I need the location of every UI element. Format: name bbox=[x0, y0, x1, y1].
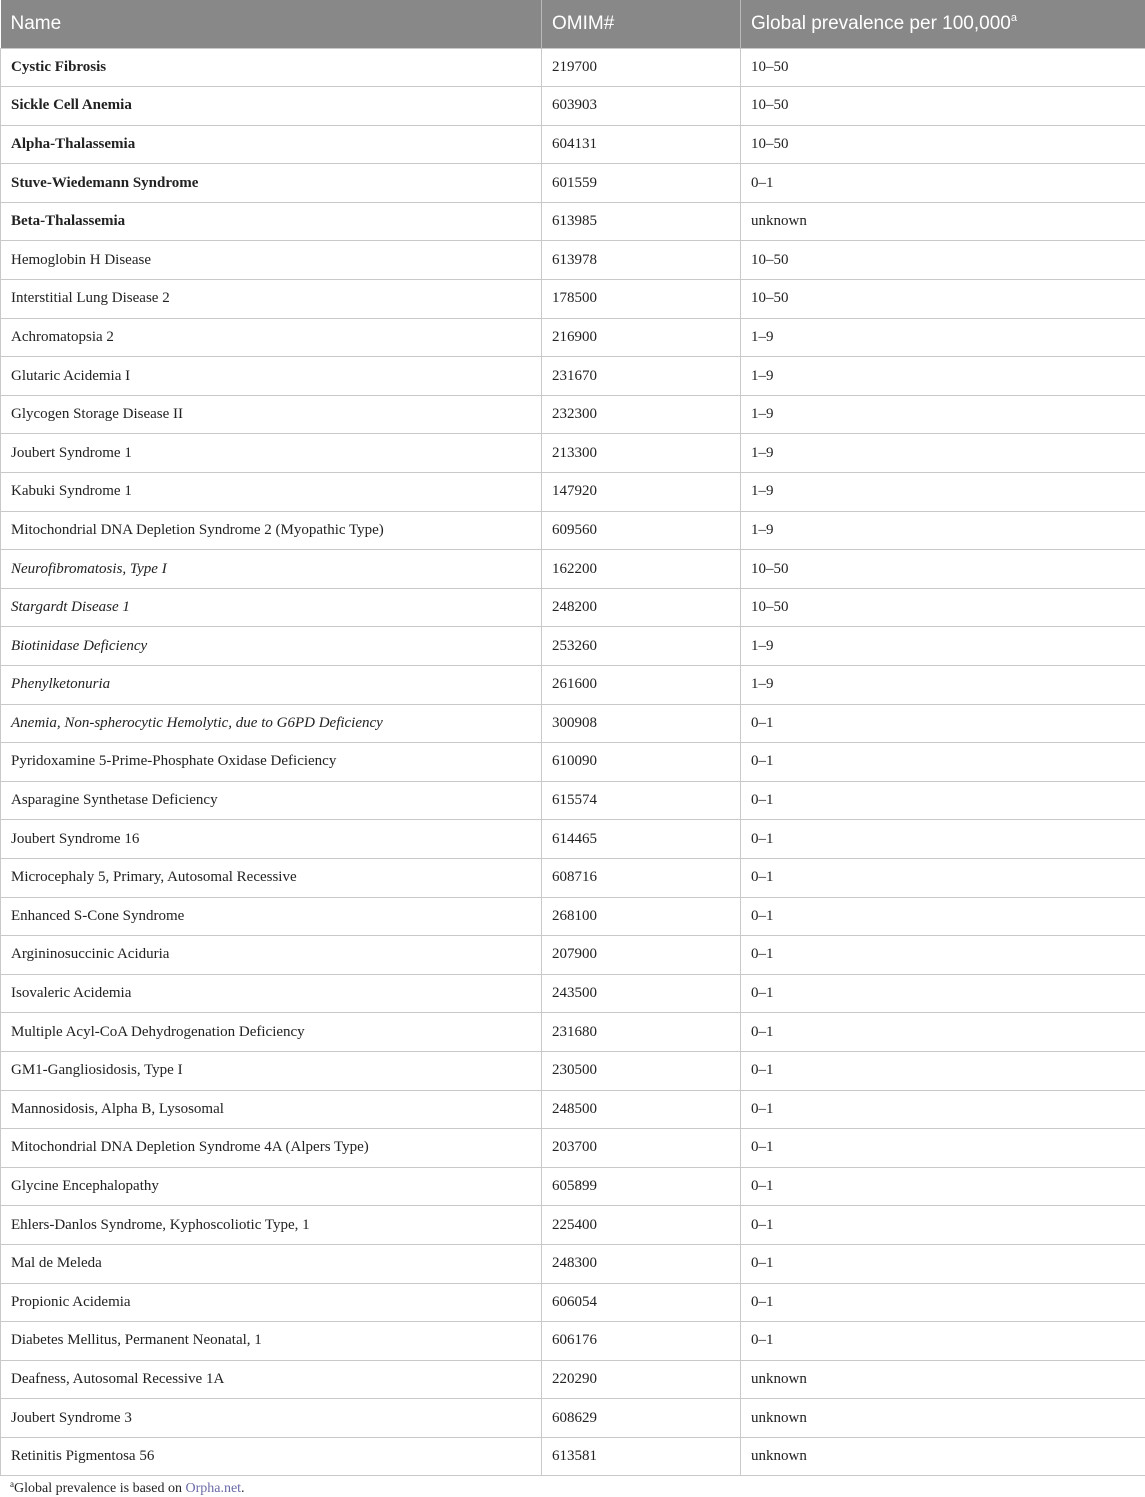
footnote-marker: a bbox=[10, 1479, 14, 1489]
cell-omim: 603903 bbox=[542, 87, 741, 126]
cell-prevalence: 0–1 bbox=[741, 1322, 1145, 1361]
cell-prevalence: 0–1 bbox=[741, 1283, 1145, 1322]
cell-omim: 213300 bbox=[542, 434, 741, 473]
cell-omim: 608629 bbox=[542, 1399, 741, 1438]
cell-omim: 253260 bbox=[542, 627, 741, 666]
cell-omim: 268100 bbox=[542, 897, 741, 936]
table-row bbox=[1, 202, 1145, 241]
cell-name: Stargardt Disease 1 bbox=[1, 588, 542, 627]
cell-omim: 610090 bbox=[542, 743, 741, 782]
cell-name: Ehlers-Danlos Syndrome, Kyphoscoliotic Type, 1 bbox=[1, 1206, 542, 1245]
cell-omim: 203700 bbox=[542, 1129, 741, 1168]
table-row bbox=[1, 1360, 1145, 1399]
table-row bbox=[1, 1090, 1145, 1129]
orphanet-link[interactable]: Orpha.net bbox=[185, 1481, 242, 1496]
table-header-row bbox=[1, 0, 1145, 48]
cell-name: Mitochondrial DNA Depletion Syndrome 4A (Alpers Type) bbox=[1, 1129, 542, 1168]
cell-prevalence: 0–1 bbox=[741, 974, 1145, 1013]
cell-prevalence: 0–1 bbox=[741, 1013, 1145, 1052]
table-row bbox=[1, 743, 1145, 782]
cell-name: Sickle Cell Anemia bbox=[1, 87, 542, 126]
table-row bbox=[1, 434, 1145, 473]
table-row bbox=[1, 164, 1145, 203]
cell-omim: 243500 bbox=[542, 974, 741, 1013]
cell-name: Asparagine Synthetase Deficiency bbox=[1, 781, 542, 820]
table-row bbox=[1, 1399, 1145, 1438]
cell-prevalence: 0–1 bbox=[741, 858, 1145, 897]
cell-omim: 604131 bbox=[542, 125, 741, 164]
cell-prevalence: unknown bbox=[741, 1399, 1145, 1438]
cell-omim: 601559 bbox=[542, 164, 741, 203]
cell-name: Joubert Syndrome 16 bbox=[1, 820, 542, 859]
cell-name: Hemoglobin H Disease bbox=[1, 241, 542, 280]
table-row bbox=[1, 820, 1145, 859]
table-row bbox=[1, 550, 1145, 589]
cell-name: Glycine Encephalopathy bbox=[1, 1167, 542, 1206]
table-row bbox=[1, 48, 1145, 87]
footnote-end: . bbox=[241, 1481, 245, 1496]
cell-omim: 613985 bbox=[542, 202, 741, 241]
cell-omim: 216900 bbox=[542, 318, 741, 357]
cell-name: Biotinidase Deficiency bbox=[1, 627, 542, 666]
table-row bbox=[1, 1051, 1145, 1090]
table-row bbox=[1, 125, 1145, 164]
cell-prevalence: 10–50 bbox=[741, 87, 1145, 126]
table-row bbox=[1, 1322, 1145, 1361]
cell-prevalence: 10–50 bbox=[741, 125, 1145, 164]
cell-prevalence: 0–1 bbox=[741, 1090, 1145, 1129]
cell-omim: 147920 bbox=[542, 473, 741, 512]
table-row bbox=[1, 1244, 1145, 1283]
table-row bbox=[1, 588, 1145, 627]
cell-prevalence: 0–1 bbox=[741, 1167, 1145, 1206]
cell-name: Glycogen Storage Disease II bbox=[1, 395, 542, 434]
cell-prevalence: 1–9 bbox=[741, 357, 1145, 396]
table-row bbox=[1, 357, 1145, 396]
cell-name: Anemia, Non-spherocytic Hemolytic, due to G6PD Deficiency bbox=[1, 704, 542, 743]
cell-name: Mitochondrial DNA Depletion Syndrome 2 (Myopathic Type) bbox=[1, 511, 542, 550]
table-row bbox=[1, 395, 1145, 434]
cell-omim: 606054 bbox=[542, 1283, 741, 1322]
cell-name: Pyridoxamine 5-Prime-Phosphate Oxidase Deficiency bbox=[1, 743, 542, 782]
cell-prevalence: 0–1 bbox=[741, 897, 1145, 936]
cell-name: Achromatopsia 2 bbox=[1, 318, 542, 357]
cell-name: Neurofibromatosis, Type I bbox=[1, 550, 542, 589]
cell-prevalence: 10–50 bbox=[741, 280, 1145, 319]
table-row bbox=[1, 1167, 1145, 1206]
cell-omim: 613581 bbox=[542, 1437, 741, 1476]
cell-name: Enhanced S-Cone Syndrome bbox=[1, 897, 542, 936]
cell-prevalence: unknown bbox=[741, 1360, 1145, 1399]
cell-prevalence: 1–9 bbox=[741, 511, 1145, 550]
cell-omim: 248500 bbox=[542, 1090, 741, 1129]
cell-prevalence: 10–50 bbox=[741, 550, 1145, 589]
cell-omim: 230500 bbox=[542, 1051, 741, 1090]
table-row bbox=[1, 974, 1145, 1013]
cell-prevalence: unknown bbox=[741, 202, 1145, 241]
cell-prevalence: 0–1 bbox=[741, 936, 1145, 975]
cell-prevalence: 1–9 bbox=[741, 666, 1145, 705]
cell-name: Beta-Thalassemia bbox=[1, 202, 542, 241]
cell-name: Diabetes Mellitus, Permanent Neonatal, 1 bbox=[1, 1322, 542, 1361]
cell-name: Argininosuccinic Aciduria bbox=[1, 936, 542, 975]
cell-omim: 609560 bbox=[542, 511, 741, 550]
table-row bbox=[1, 666, 1145, 705]
cell-prevalence: 0–1 bbox=[741, 704, 1145, 743]
cell-name: Interstitial Lung Disease 2 bbox=[1, 280, 542, 319]
cell-name: Alpha-Thalassemia bbox=[1, 125, 542, 164]
cell-prevalence: 0–1 bbox=[741, 743, 1145, 782]
footnote-text: Global prevalence is based on bbox=[14, 1481, 186, 1496]
table-row bbox=[1, 781, 1145, 820]
cell-prevalence: 0–1 bbox=[741, 820, 1145, 859]
cell-omim: 614465 bbox=[542, 820, 741, 859]
header-omim: OMIM# bbox=[542, 0, 741, 48]
table-row bbox=[1, 704, 1145, 743]
header-footnote-marker: a bbox=[1010, 12, 1017, 25]
cell-omim: 219700 bbox=[542, 48, 741, 87]
cell-name: Microcephaly 5, Primary, Autosomal Recessive bbox=[1, 858, 542, 897]
cell-name: GM1-Gangliosidosis, Type I bbox=[1, 1051, 542, 1090]
table-row bbox=[1, 858, 1145, 897]
cell-omim: 615574 bbox=[542, 781, 741, 820]
header-name: Name bbox=[1, 0, 542, 48]
cell-name: Kabuki Syndrome 1 bbox=[1, 473, 542, 512]
cell-name: Deafness, Autosomal Recessive 1A bbox=[1, 1360, 542, 1399]
cell-omim: 231680 bbox=[542, 1013, 741, 1052]
cell-omim: 225400 bbox=[542, 1206, 741, 1245]
cell-omim: 178500 bbox=[542, 280, 741, 319]
cell-name: Multiple Acyl-CoA Dehydrogenation Deficiency bbox=[1, 1013, 542, 1052]
cell-prevalence: 1–9 bbox=[741, 627, 1145, 666]
cell-omim: 248300 bbox=[542, 1244, 741, 1283]
cell-name: Propionic Acidemia bbox=[1, 1283, 542, 1322]
cell-name: Cystic Fibrosis bbox=[1, 48, 542, 87]
table-row bbox=[1, 627, 1145, 666]
cell-omim: 605899 bbox=[542, 1167, 741, 1206]
cell-name: Mannosidosis, Alpha B, Lysosomal bbox=[1, 1090, 542, 1129]
cell-omim: 613978 bbox=[542, 241, 741, 280]
table-row bbox=[1, 280, 1145, 319]
cell-name: Stuve-Wiedemann Syndrome bbox=[1, 164, 542, 203]
cell-prevalence: 0–1 bbox=[741, 164, 1145, 203]
cell-name: Joubert Syndrome 1 bbox=[1, 434, 542, 473]
cell-omim: 232300 bbox=[542, 395, 741, 434]
table-row bbox=[1, 1437, 1145, 1476]
table-row bbox=[1, 1206, 1145, 1245]
table-row bbox=[1, 241, 1145, 280]
cell-omim: 220290 bbox=[542, 1360, 741, 1399]
cell-prevalence: 0–1 bbox=[741, 1244, 1145, 1283]
table-row bbox=[1, 1283, 1145, 1322]
cell-name: Joubert Syndrome 3 bbox=[1, 1399, 542, 1438]
table-row bbox=[1, 1129, 1145, 1168]
table-body bbox=[1, 48, 1145, 1476]
cell-omim: 300908 bbox=[542, 704, 741, 743]
table-row bbox=[1, 87, 1145, 126]
table-row bbox=[1, 473, 1145, 512]
cell-omim: 231670 bbox=[542, 357, 741, 396]
table-row bbox=[1, 936, 1145, 975]
table-row bbox=[1, 318, 1145, 357]
cell-prevalence: 10–50 bbox=[741, 241, 1145, 280]
cell-omim: 261600 bbox=[542, 666, 741, 705]
cell-omim: 162200 bbox=[542, 550, 741, 589]
cell-prevalence: 1–9 bbox=[741, 395, 1145, 434]
cell-omim: 606176 bbox=[542, 1322, 741, 1361]
cell-omim: 608716 bbox=[542, 858, 741, 897]
cell-prevalence: 0–1 bbox=[741, 1129, 1145, 1168]
table-footnote bbox=[10, 1479, 245, 1497]
cell-prevalence: 10–50 bbox=[741, 48, 1145, 87]
table-row bbox=[1, 511, 1145, 550]
cell-prevalence: 1–9 bbox=[741, 434, 1145, 473]
cell-name: Glutaric Acidemia I bbox=[1, 357, 542, 396]
cell-prevalence: unknown bbox=[741, 1437, 1145, 1476]
cell-omim: 207900 bbox=[542, 936, 741, 975]
cell-name: Retinitis Pigmentosa 56 bbox=[1, 1437, 542, 1476]
cell-prevalence: 0–1 bbox=[741, 781, 1145, 820]
cell-prevalence: 10–50 bbox=[741, 588, 1145, 627]
header-prevalence: Global prevalence per 100,000$^a$ bbox=[751, 12, 1017, 35]
cell-prevalence: 1–9 bbox=[741, 473, 1145, 512]
cell-name: Phenylketonuria bbox=[1, 666, 542, 705]
cell-omim: 248200 bbox=[542, 588, 741, 627]
cell-name: Mal de Meleda bbox=[1, 1244, 542, 1283]
cell-prevalence: 0–1 bbox=[741, 1051, 1145, 1090]
cell-name: Isovaleric Acidemia bbox=[1, 974, 542, 1013]
cell-prevalence: 1–9 bbox=[741, 318, 1145, 357]
cell-prevalence: 0–1 bbox=[741, 1206, 1145, 1245]
table-row bbox=[1, 897, 1145, 936]
table-row bbox=[1, 1013, 1145, 1052]
